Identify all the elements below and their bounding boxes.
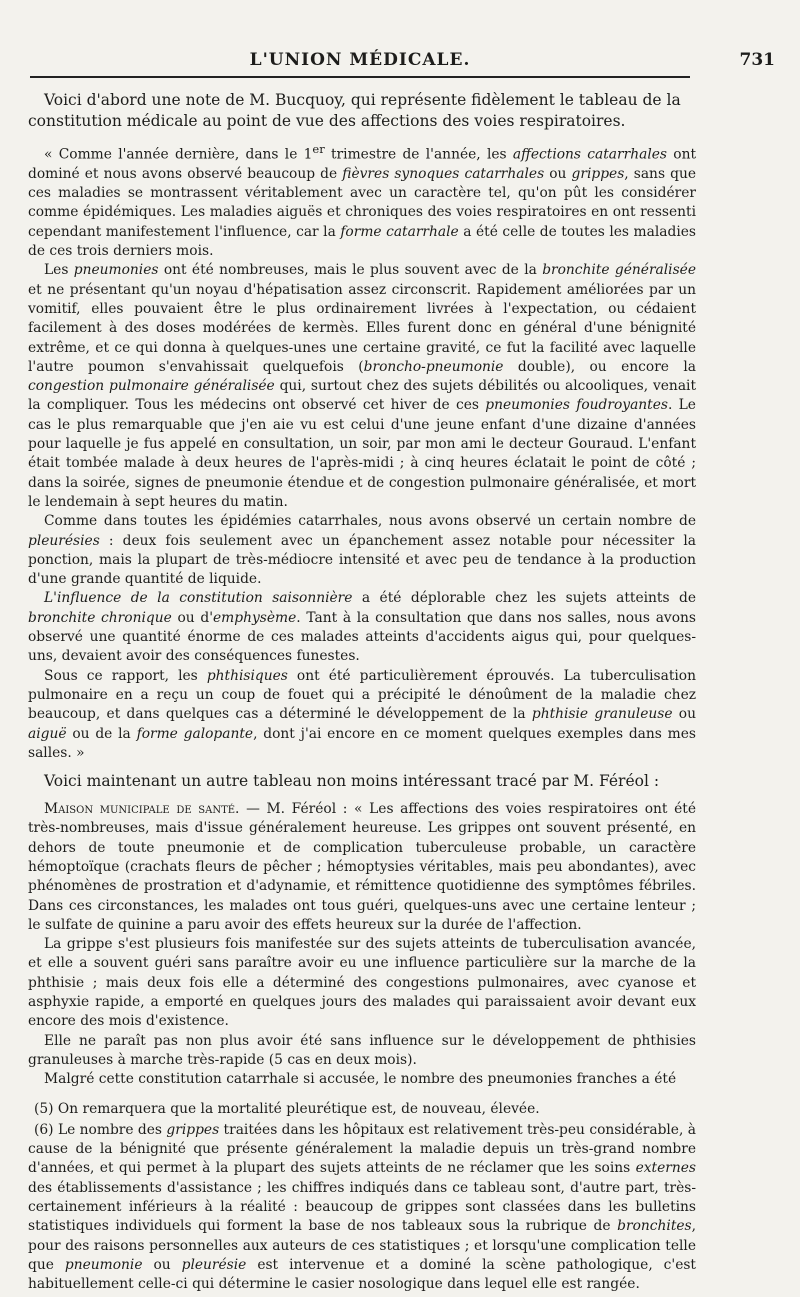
bucquoy-paragraph-2: Les pneumonies ont été nombreuses, mais le plus souvent avec de la bronchite généralisée et ne présentant qu'un noyau d'hépatisation assez circonscrit. Rapidement améliorées par un vomitif, elles pouvaient être le plus ordinairement livrées à l'expectation, ou cédaient facilement à des doses modérées de kermès. Elles furent donc en général d'une bénignité extrême, et ce qui donna à quelques-unes une certaine gravité, ce fut la facilité avec laquelle l'autre poumon s'envahissait quelquefois (broncho-pneumonie double), ou encore la congestion pulmonaire généralisée qui, surtout chez des sujets débilités ou alcooliques, venait la compliquer. Tous les médecins ont observé cet hiver de ces pneumonies foudroyantes. Le cas le plus remarquable que j'en aie vu est celui d'une jeune enfant d'une dizaine d'années pour laquelle je fus appelé en consultation, un soir, par mon ami le decteur Gouraud. L'enfant était tombée malade à deux heures de l'après-midi ; à cinq heures éclatait le point de côté ; dans la soirée, signes de pneumonie étendue et de congestion pulmonaire généralisée, et mort le lendemain à sept heures du matin. xyxy=(28,262,697,510)
page-header xyxy=(30,50,775,90)
footnote-5: (5) On remarquera que la mortalité pleurétique est, de nouveau, élevée. xyxy=(34,1100,540,1117)
bucquoy-paragraph-5: Sous ce rapport, les phthisiques ont été particulièrement éprouvés. La tuberculisation pulmonaire en a reçu un coup de fouet qui a précipité le dénoûment de la maladie chez beaucoup, et dans quelques cas a déterminé le développement de la phthisie granuleuse ou aiguë ou de la forme galopante, dont j'ai encore en ce moment quelques exemples dans mes salles. » xyxy=(28,667,696,761)
intro-bucquoy: Voici d'abord une note de M. Bucquoy, qui représente fidèlement le tableau de la constitution médicale au point de vue des affections des voies respiratoires. xyxy=(28,91,681,130)
ferreol-paragraph-1: Maison municipale de santé. — M. Féréol : « Les affections des voies respiratoires ont été très-nombreuses, mais d'issue généralement heureuse. Les grippes ont souvent présenté, en dehors de toute pneumonie et de complication tuberculeuse probable, un caractère hémoptoïque (crachats fleurs de pêcher ; hémoptysies véritables, mais peu abondantes), avec phénomènes de prostration et d'adynamie, et rémittence quotidienne des symptômes fébriles. Dans ces circonstances, les malades ont tous guéri, quelques-uns avec une certaine lenteur ; le sulfate de quinine a paru avoir des effets heureux sur la durée de l'affection. xyxy=(28,801,696,933)
ferreol-paragraph-3: Elle ne paraît pas non plus avoir été sans influence sur le développement de phthisies granuleuses à marche très-rapide (5 cas en deux mois). xyxy=(28,1032,696,1068)
footnotes xyxy=(28,1100,696,1295)
ferreol-paragraph-2: La grippe s'est plusieurs fois manifestée sur des sujets atteints de tuberculisation avancée, et elle a souvent guéri sans paraître avoir eu une influence particulière sur la marche de la phthisie ; mais deux fois elle a déterminé des congestions pulmonaires, avec cyanose et asphyxie rapide, a emporté en quelques jours des malades qui paraissaient avoir devant eux encore des mois d'existence. xyxy=(28,936,696,1030)
article-body xyxy=(28,90,696,1297)
bucquoy-paragraph-1: « Comme l'année dernière, dans le 1er trimestre de l'année, les affections catarrhales ont dominé et nous avons observé beaucoup de fièvres synoques catarrhales ou grippes, sans que ces maladies se montrassent véritablement avec un caractère tel, qu'on pût les considérer comme épidémiques. Les maladies aiguës et chroniques des voies respiratoires en ont ressenti cependant manifestement l'influence, car la forme catarrhale a été celle de toutes les maladies de ces trois derniers mois. xyxy=(28,142,696,260)
running-title: L'UNION MÉDICALE. xyxy=(249,50,471,70)
intro-ferreol: Voici maintenant un autre tableau non moins intéressant tracé par M. Féréol : xyxy=(44,772,660,791)
ferreol-paragraph-4: Malgré cette constitution catarrhale si accusée, le nombre des pneumonies franches a été xyxy=(44,1071,677,1088)
ferreol-note xyxy=(28,800,696,1089)
bucquoy-paragraph-4: L'influence de la constitution saisonnière a été déplorable chez les sujets atteints de bronchite chronique ou d'emphysème. Tant à la consultation que dans nos salles, nous avons observé une quantité énorme de ces malades atteints d'accidents aigus qui, pour quelques-uns, devaient avoir des conséquences funestes. xyxy=(28,590,696,665)
header-rule xyxy=(30,76,690,78)
institution-label: Maison municipale de santé. xyxy=(44,801,240,818)
bucquoy-paragraph-3: Comme dans toutes les épidémies catarrhales, nous avons observé un certain nombre de pleurésies : deux fois seulement avec un épanchement assez notable pour nécessiter la ponction, mais la plupart de très-médiocre intensité et avec peu de tendance à la production d'une grande quantité de liquide. xyxy=(28,513,696,588)
page-number: 731 xyxy=(739,50,775,70)
footnote-6: (6) Le nombre des grippes traitées dans les hôpitaux est relativement très-peu considérable, à cause de la bénignité que présente généralement la maladie depuis un très-grand nombre d'années, et qui permet à la plupart des sujets atteints de ne réclamer que les soins externes des établissements d'assistance ; les chiffres indiqués dans ce tableau sont, d'autre part, très-certainement inférieurs à la réalité : beaucoup de grippes sont classées dans les bulletins statistiques individuels qui forment la base de nos tableaux sous la rubrique de bronchites, pour des raisons personnelles aux auteurs de ces statistiques ; et lorsqu'une complication telle que pneumonie ou pleurésie est intervenue et a dominé la scène pathologique, c'est habituellement celle-ci qui détermine le casier nosologique dans lequel elle est rangée. xyxy=(28,1121,696,1293)
bucquoy-note xyxy=(28,140,696,763)
